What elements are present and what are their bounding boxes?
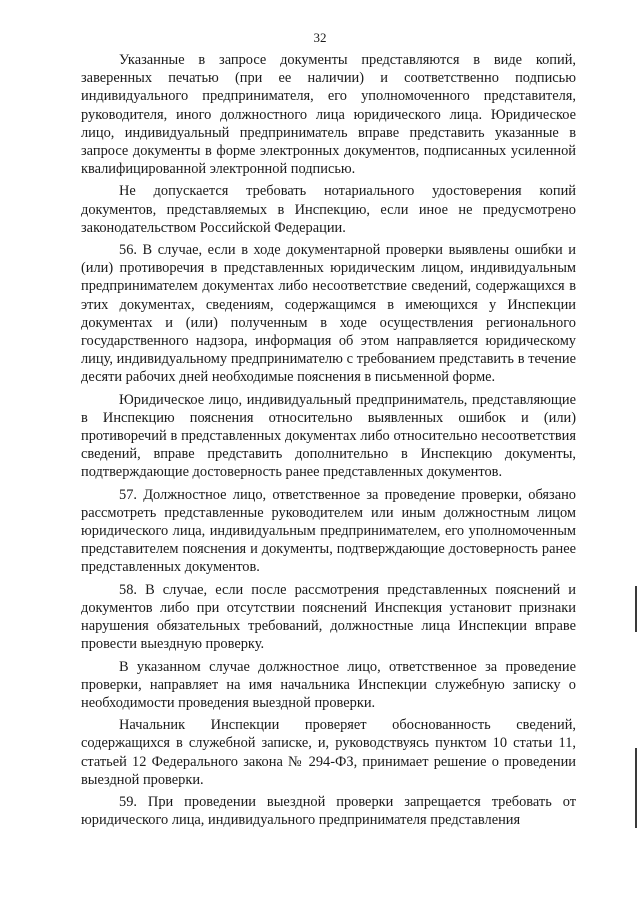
paragraph-head-decision: Начальник Инспекции проверяет обоснованность сведений, содержащихся в служебной записке, и, руководствуясь пунктом 10 статьи 11, статьей 12 Федерального закона № 294-ФЗ, принимает решение о проведении выездной проверки.	[81, 717, 576, 788]
page-number: 32	[313, 30, 327, 45]
document-body	[81, 51, 576, 833]
paragraph-documents-copies: Указанные в запросе документы представляются в виде копий, заверенных печатью (при ее наличии) и соответственно подписью индивидуального предпринимателя, его уполномоченного представителя, руководителя, иного должностного лица юридического лица. Юридическое лицо, индивидуальный предприниматель вправе представить указанные в запросе документы в форме электронных документов, подписанных усиленной квалифицированной электронной подписью.	[81, 52, 576, 178]
paragraph-no-notarization: Не допускается требовать нотариального удостоверения копий документов, представляемых в Инспекцию, если иное не предусмотрено законодательством Российской Федерации.	[81, 183, 576, 236]
scan-edge-mark	[635, 586, 637, 632]
paragraph-explanations: Юридическое лицо, индивидуальный предприниматель, представляющие в Инспекцию пояснения относительно выявленных ошибок и (или) противоречий в представленных документах либо относительно несоответствия сведений, вправе представить дополнительно в Инспекцию документы, подтверждающие достоверность ранее представленных документов.	[81, 391, 576, 481]
paragraph-item-56: 56. В случае, если в ходе документарной проверки выявлены ошибки и (или) противоречия в представленных юридическим лицом, индивидуальным предпринимателем документах либо несоответствие сведений, содержащихся в этих документах, сведениям, содержащимся в имеющихся у Инспекции документах и (или) полученным в ходе осуществления регионального государственного надзора, информация об этом направляется юридическому лицу, индивидуальному предпринимателю с требованием представить в течение десяти рабочих дней необходимые пояснения в письменной форме.	[81, 242, 576, 386]
scan-edge-mark	[635, 748, 637, 828]
paragraph-item-57: 57. Должностное лицо, ответственное за проведение проверки, обязано рассмотреть представленные руководителем или иным должностным лицом юридического лица, индивидуальным предпринимателем, его уполномоченным представителем пояснения и документы, подтверждающие достоверность ранее представленных документов.	[81, 486, 576, 576]
paragraph-memo: В указанном случае должностное лицо, ответственное за проведение проверки, направляет на имя начальника Инспекции служебную записку о необходимости проведения выездной проверки.	[81, 658, 576, 711]
paragraph-item-59: 59. При проведении выездной проверки запрещается требовать от юридического лица, индивидуального предпринимателя представления	[81, 793, 576, 829]
paragraph-item-58: 58. В случае, если после рассмотрения представленных пояснений и документов либо при отсутствии пояснений Инспекция установит признаки нарушения обязательных требований, должностные лица Инспекции вправе провести выездную проверку.	[81, 581, 576, 653]
